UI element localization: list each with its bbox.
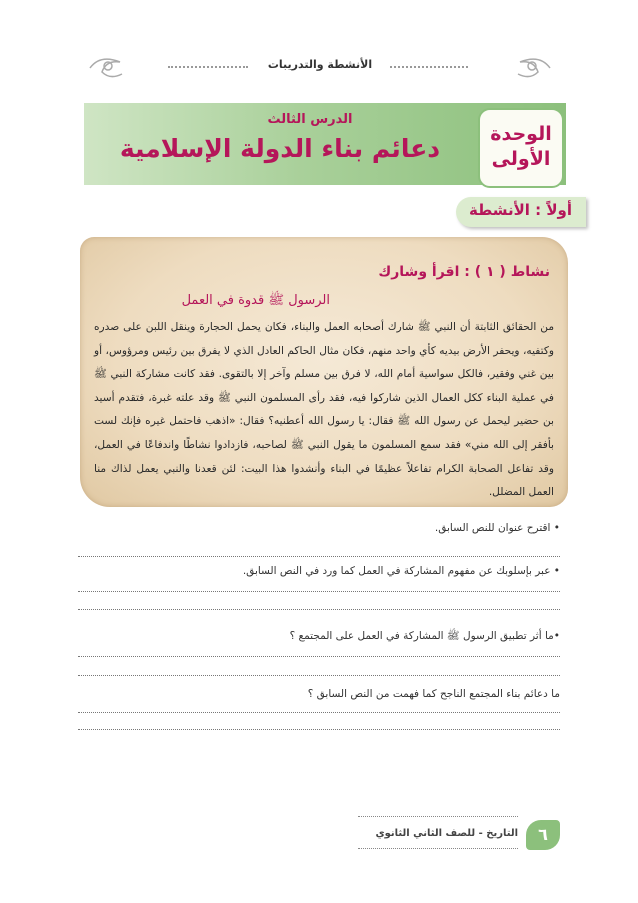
question-4: ما دعائم بناء المجتمع الناجح كما فهمت من النص السابق ؟ [307, 688, 560, 700]
answer-line[interactable] [78, 556, 560, 557]
unit-number: الأولى [491, 148, 551, 170]
question-1: • اقترح عنوان للنص السابق. [434, 522, 560, 534]
unit-label: الوحدة [490, 123, 552, 145]
activity-title: نشاط ( ١ ) : اقرأ وشارك [378, 264, 550, 280]
activity-text: من الحقائق الثابتة أن النبي ﷺ شارك أصحابه العمل والبناء، فكان يحمل الحجارة وينقل اللبن على صدره وكتفيه، ويحفر الأرض بيديه كأي واحد منهم، فكان مثال الحاكم العادل الذي لا يفرق بين رئيس ومرؤوس، أو بين غني وفقير، فالكل سواسية أمام الله، لا فرق بين مسلم وآخر إلا بالتقوى. فقد كانت مشاركة النبي ﷺ في عملية البناء ككل العمال الذين شاركوا فيه، فقد رأى المسلمون النبي ﷺ وقد علته غبرة، فتقدم أسيد بن حضير ليحمل عن رسول الله ﷺ فقال: يا رسول الله أعطنيه؟ فقال: «اذهب فاحتمل غيره فإنك لست بأفقر إلى الله مني» فقد سمع المسلمون ما يقول النبي ﷺ لصاحبه، فازدادوا نشاطًا واندفاعًا في العمل، وقد تفاعل الصحابة الكرام تفاعلاً عظيمًا في البناء وأنشدوا هذا البيت: لئن قعدنا والنبي يعمل لذاك منا العمل المضلل. [94, 321, 554, 499]
lesson-number: الدرس الثالث [267, 112, 353, 127]
header-dots-left [168, 66, 248, 68]
answer-line[interactable] [78, 729, 560, 730]
lesson-title: دعائم بناء الدولة الإسلامية [119, 134, 441, 163]
header-title: الأنشطة والتدريبات [267, 58, 373, 71]
answer-line[interactable] [78, 712, 560, 713]
question-2: • عبر بإسلوبك عن مفهوم المشاركة في العمل كما ورد في النص السابق. [242, 565, 560, 577]
footer-book-title: التاريخ - للصف الثاني الثانوي [375, 828, 518, 839]
footer-divider [358, 816, 518, 817]
question-3: •ما أثر تطبيق الرسول ﷺ المشاركة في العمل على المجتمع ؟ [289, 630, 560, 642]
section-tab [456, 197, 586, 227]
answer-line[interactable] [78, 656, 560, 657]
activity-subtitle: الرسول ﷺ قدوة في العمل [181, 293, 330, 308]
answer-line[interactable] [78, 675, 560, 676]
section-title: أولاً : الأنشطة [469, 201, 572, 219]
answer-line[interactable] [78, 609, 560, 610]
footer-divider [358, 848, 518, 849]
header-dots-right [390, 66, 468, 68]
page-number: ٦ [526, 820, 560, 850]
unit-badge [478, 108, 564, 188]
answer-line[interactable] [78, 591, 560, 592]
